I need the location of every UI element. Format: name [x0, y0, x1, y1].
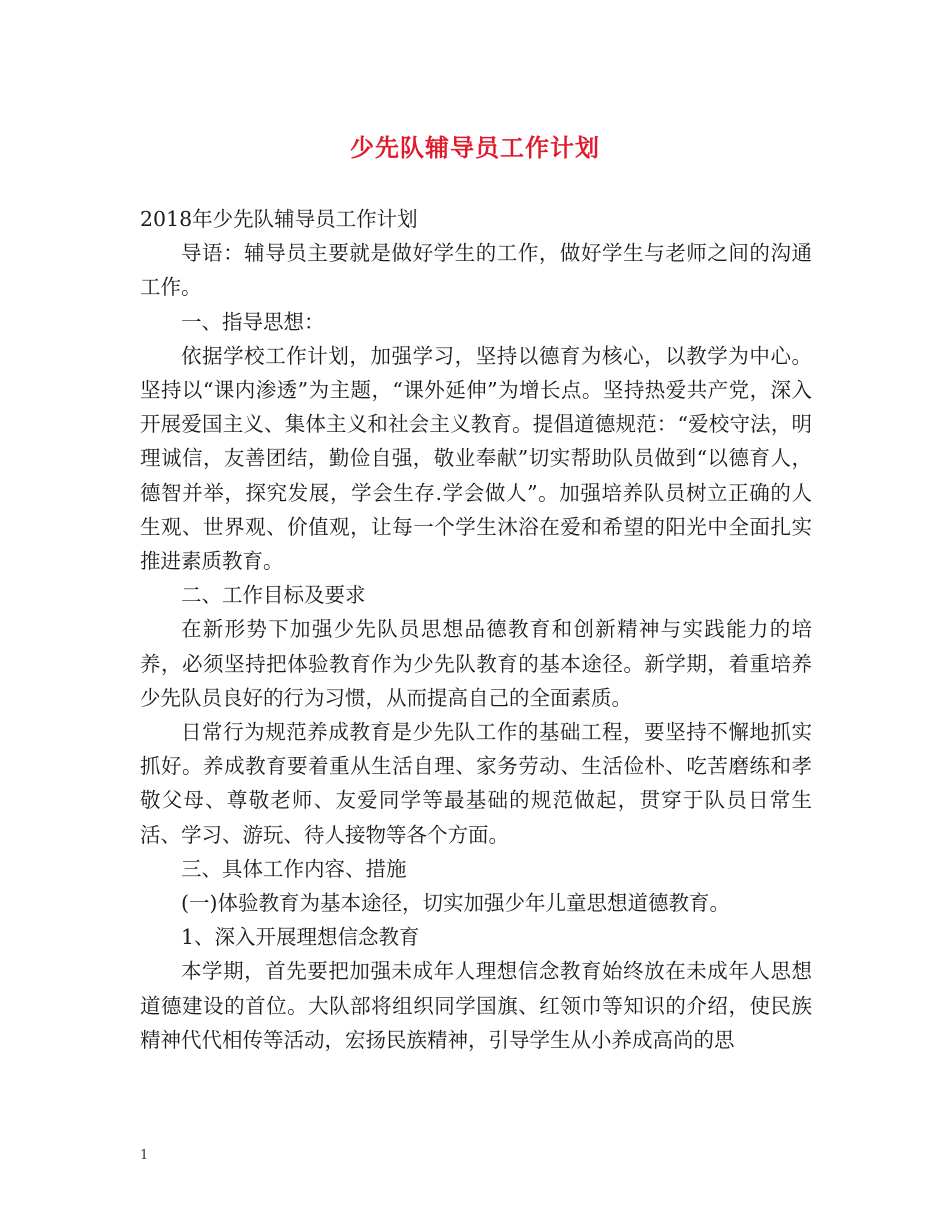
goals-paragraph-2: 日常行为规范养成教育是少先队工作的基础工程，要坚持不懈地抓实抓好。养成教育要着重从生活自理、家务劳动、生活俭朴、吃苦磨练和孝敬父母、尊敬老师、友爱同学等最基础的规范做起，贯穿于队员日常生活、学习、游玩、待人接物等各个方面。 — [140, 720, 812, 847]
item-heading-ideals-education: 1、深入开展理想信念教育 — [181, 925, 420, 950]
page-number: 1 — [140, 1148, 149, 1163]
section-heading-guiding-thought: 一、指导思想： — [181, 309, 325, 334]
document-title: 少先队辅导员工作计划 — [350, 133, 600, 162]
subsection-heading-experience-education: (一)体验教育为基本途径，切实加强少年儿童思想道德教育。 — [181, 891, 730, 916]
intro-paragraph: 导语：辅导员主要就是做好学生的工作，做好学生与老师之间的沟通工作。 — [140, 241, 812, 300]
document-body — [140, 202, 812, 1057]
subtitle-line: 2018年少先队辅导员工作计划 — [140, 207, 418, 231]
section-heading-measures: 三、具体工作内容、措施 — [181, 856, 407, 881]
ideals-education-paragraph: 本学期，首先要把加强未成年人理想信念教育始终放在未成年人思想道德建设的首位。大队部将组织同学国旗、红领巾等知识的介绍，使民族精神代代相传等活动，宏扬民族精神，引导学生从小养成高尚的思 — [140, 959, 812, 1052]
goals-paragraph-1: 在新形势下加强少先队员思想品德教育和创新精神与实践能力的培养，必须坚持把体验教育作为少先队教育的基本途径。新学期，着重培养少先队员良好的行为习惯，从而提高自己的全面素质。 — [140, 617, 812, 710]
section-heading-goals: 二、工作目标及要求 — [181, 583, 366, 608]
guiding-thought-paragraph: 依据学校工作计划，加强学习，坚持以德育为核心，以教学为中心。坚持以“课内渗透”为主题，“课外延伸”为增长点。坚持热爱共产党，深入开展爱国主义、集体主义和社会主义教育。提倡道德规范：“爱校守法，明理诚信，友善团结，勤俭自强，敬业奉献”切实帮助队员做到“以德育人，德智并举，探究发展，学会生存.学会做人”。加强培养队员树立正确的人生观、世界观、价值观，让每一个学生沐浴在爱和希望的阳光中全面扎实推进素质教育。 — [140, 343, 812, 574]
